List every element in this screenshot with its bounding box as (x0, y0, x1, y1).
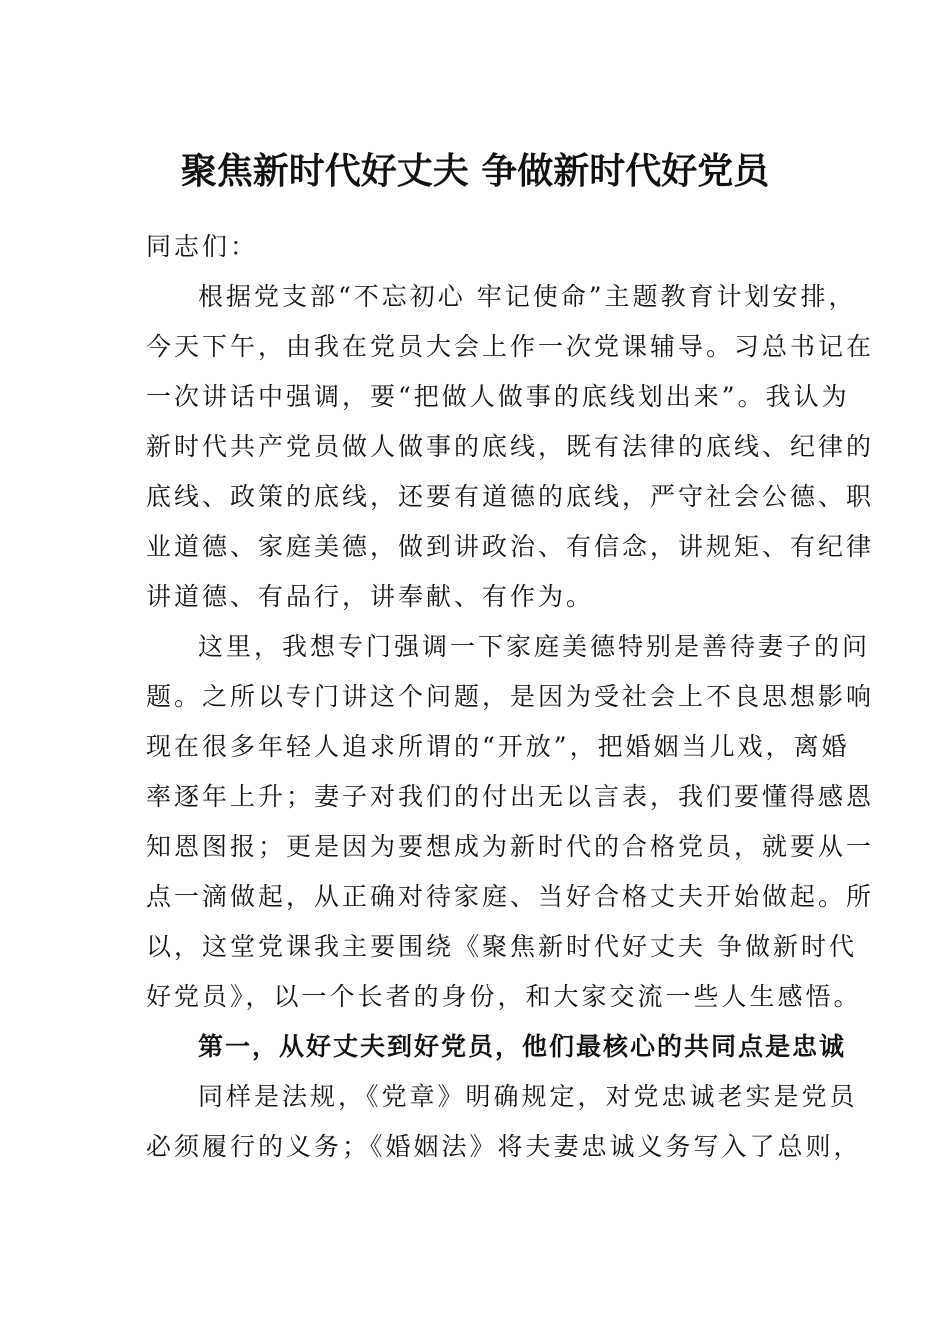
paragraph-line: 必须履行的义务；《婚姻法》将夫妻忠诚义务写入了总则， (146, 1132, 862, 1161)
paragraph-3 (146, 1072, 862, 1172)
section-heading: 第一，从好丈夫到好党员，他们最核心的共同点是忠诚 (198, 1032, 847, 1061)
paragraph-line: 这里，我想专门强调一下家庭美德特别是善待妻子的问 (198, 632, 871, 661)
paragraph-line: 根据党支部“不忘初心 牢记使命”主题教育计划安排， (198, 282, 857, 311)
paragraph-line: 点一滴做起，从正确对待家庭、当好合格丈夫开始做起。所 (146, 882, 875, 911)
paragraph-line: 业道德、家庭美德，做到讲政治、有信念，讲规矩、有纪律 (146, 532, 875, 561)
paragraph-line: 现在很多年轻人追求所谓的“开放”，把婚姻当儿戏，离婚 (146, 732, 850, 761)
document-body (146, 222, 875, 1172)
paragraph-line: 讲道德、有品行，讲奉献、有作为。 (146, 582, 595, 611)
document-title: 聚焦新时代好丈夫 争做新时代好党员 (180, 150, 770, 192)
salutation: 同志们： (146, 232, 259, 261)
paragraph-1 (146, 272, 875, 622)
paragraph-line: 同样是法规，《党章》明确规定，对党忠诚老实是党员 (198, 1082, 858, 1111)
paragraph-line: 底线、政策的底线，还要有道德的底线，严守社会公德、职 (146, 482, 875, 511)
paragraph-line: 新时代共产党员做人做事的底线，既有法律的底线、纪律的 (146, 432, 875, 461)
paragraph-line: 率逐年上升；妻子对我们的付出无以言表，我们要懂得感恩 (146, 782, 875, 811)
paragraph-line: 今天下午，由我在党员大会上作一次党课辅导。习总书记在 (146, 332, 875, 361)
paragraph-line: 以，这堂党课我主要围绕《聚焦新时代好丈夫 争做新时代 (146, 932, 857, 961)
paragraph-2 (146, 622, 875, 1022)
paragraph-line: 知恩图报；更是因为要想成为新时代的合格党员，就要从一 (146, 832, 875, 861)
paragraph-line: 一次讲话中强调，要“把做人做事的底线划出来”。我认为 (146, 382, 850, 411)
paragraph-line: 题。之所以专门讲这个问题，是因为受社会上不良思想影响 (146, 682, 875, 711)
paragraph-line: 好党员》，以一个长者的身份，和大家交流一些人生感悟。 (146, 982, 862, 1011)
